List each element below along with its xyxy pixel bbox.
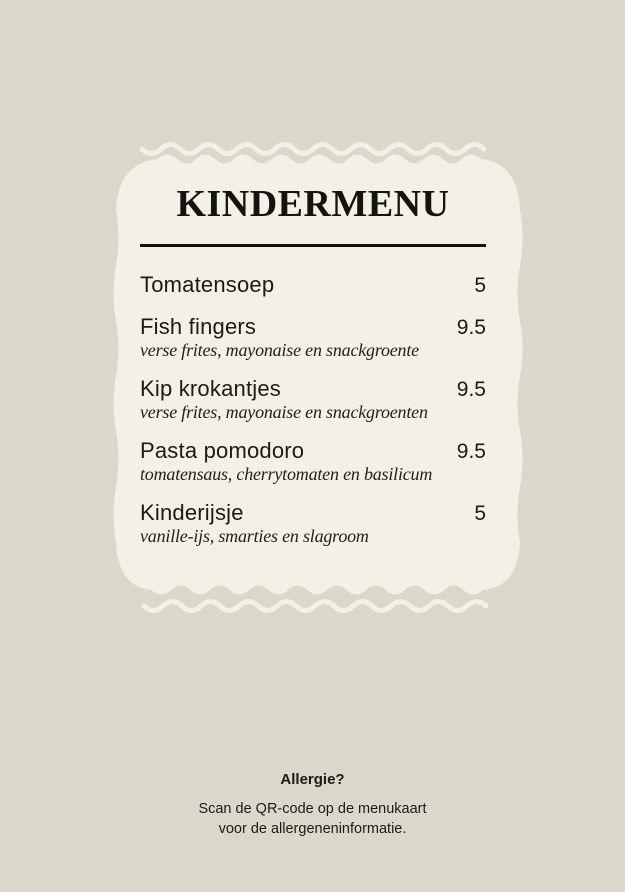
bottom-wave-line [144, 602, 486, 611]
menu-item [140, 438, 486, 484]
menu-item [140, 376, 486, 422]
menu-item-row [140, 438, 486, 464]
menu-item-row [140, 500, 486, 526]
item-description: verse frites, mayonaise en snackgroenten [140, 401, 428, 422]
item-name: Tomatensoep [140, 271, 275, 297]
allergy-footer [0, 770, 625, 839]
allergy-question: Allergie? [280, 771, 345, 788]
item-price: 5 [474, 273, 486, 297]
item-name: Fish fingers [140, 313, 257, 339]
item-price: 5 [474, 501, 486, 525]
item-description: tomatensaus, cherrytomaten en basilicum [140, 463, 433, 484]
menu-item-row [140, 314, 486, 340]
allergy-info-line2: voor de allergeneninformatie. [218, 820, 407, 837]
menu-item [140, 314, 486, 360]
menu-item-row [140, 376, 486, 402]
item-name: Pasta pomodoro [140, 437, 305, 463]
menu-item [140, 500, 486, 546]
menu-items [140, 272, 486, 546]
item-description: verse frites, mayonaise en snackgroente [140, 339, 419, 360]
top-wave-line [142, 145, 484, 154]
menu-title: KINDERMENU [176, 183, 450, 225]
item-price: 9.5 [456, 439, 486, 463]
menu-item [140, 272, 486, 298]
item-name: Kip krokantjes [140, 375, 281, 401]
item-price: 9.5 [456, 315, 486, 339]
menu-card [140, 182, 486, 562]
item-description: vanille-ijs, smarties en slagroom [140, 525, 369, 546]
title-divider [140, 244, 486, 247]
menu-item-row [140, 272, 486, 298]
item-name: Kinderijsje [140, 499, 244, 525]
allergy-info [0, 800, 625, 839]
item-price: 9.5 [456, 377, 486, 401]
allergy-info-line1: Scan de QR-code op de menukaart [198, 801, 427, 817]
